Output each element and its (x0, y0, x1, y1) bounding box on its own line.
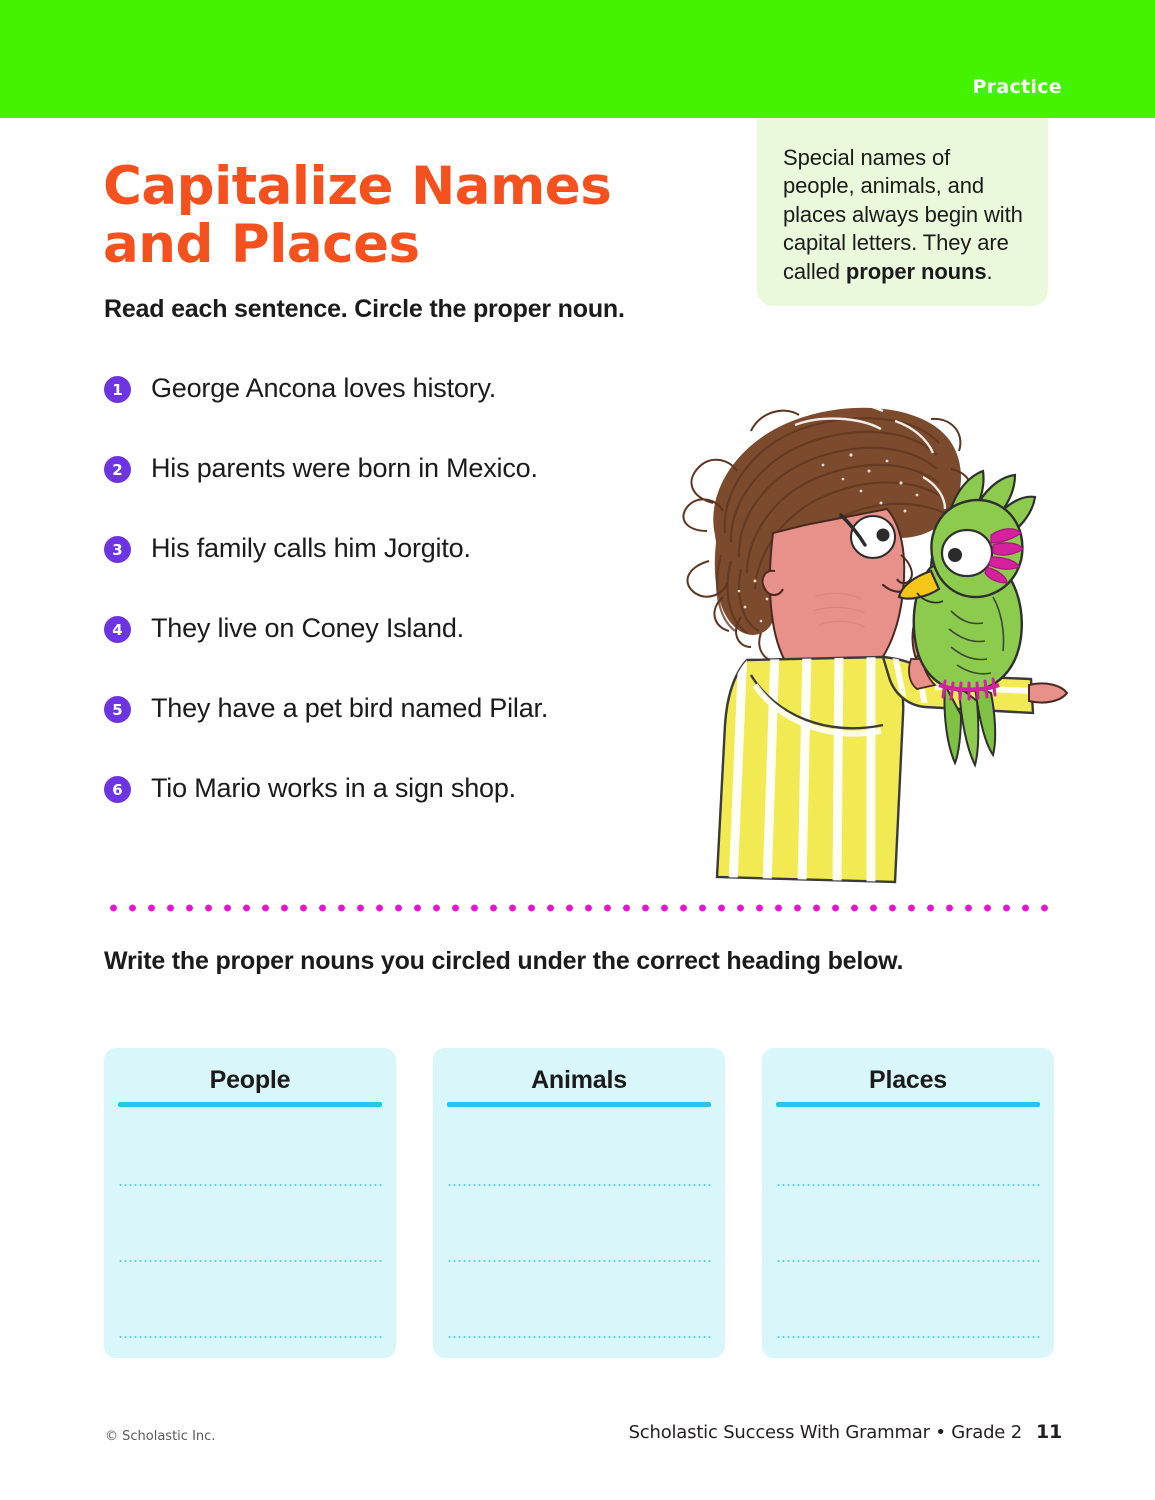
list-item[interactable] (104, 448, 704, 528)
answer-box-places[interactable] (762, 1048, 1054, 1358)
tip-box (757, 118, 1048, 306)
answer-box-heading: Animals (531, 1066, 627, 1094)
item-sentence[interactable]: George Ancona loves history. (151, 373, 497, 403)
write-line[interactable] (447, 1184, 711, 1186)
item-number-badge: 2 (104, 456, 131, 483)
item-number-badge: 3 (104, 536, 131, 563)
answer-boxes (104, 1048, 1054, 1358)
item-sentence[interactable]: Tio Mario works in a sign shop. (151, 773, 516, 803)
illustration-boy-with-parrot (655, 385, 1075, 890)
write-line[interactable] (776, 1260, 1040, 1262)
heading-rule (447, 1102, 711, 1107)
tip-text-tail: . (986, 258, 993, 284)
header-band (0, 0, 1155, 118)
list-item[interactable] (104, 368, 704, 448)
write-line[interactable] (447, 1260, 711, 1262)
item-number-badge: 4 (104, 616, 131, 643)
item-sentence[interactable]: They have a pet bird named Pilar. (151, 693, 549, 723)
tip-bold-term: proper nouns (845, 258, 987, 284)
write-line[interactable] (447, 1336, 711, 1338)
write-line[interactable] (776, 1184, 1040, 1186)
write-line[interactable] (118, 1336, 382, 1338)
page-number: 11 (1035, 1421, 1062, 1443)
item-number-badge: 6 (104, 776, 131, 803)
item-sentence[interactable]: They live on Coney Island. (151, 613, 464, 643)
list-item[interactable] (104, 528, 704, 608)
list-item[interactable] (104, 608, 704, 688)
footer-right (629, 1421, 1062, 1443)
list-item[interactable] (104, 688, 704, 768)
tip-text-lead: Special names of people, animals, and places always begin with capital letters. They are called (783, 145, 1023, 284)
heading-rule (118, 1102, 382, 1107)
heading-rule (776, 1102, 1040, 1107)
dotted-divider (104, 903, 1054, 913)
write-line[interactable] (776, 1336, 1040, 1338)
exercise-list (104, 368, 704, 848)
answer-box-people[interactable] (104, 1048, 396, 1358)
write-line[interactable] (118, 1184, 382, 1186)
list-item[interactable] (104, 768, 704, 848)
tip-box-text (783, 144, 1026, 286)
item-number-badge: 1 (104, 376, 131, 403)
item-sentence[interactable]: His family calls him Jorgito. (151, 533, 471, 563)
practice-label: Practice (972, 76, 1062, 98)
page-title: Capitalize Names and Places (103, 156, 612, 275)
copyright-notice: © Scholastic Inc. (105, 1429, 216, 1444)
answer-box-animals[interactable] (433, 1048, 725, 1358)
write-line[interactable] (118, 1260, 382, 1262)
instruction-bottom: Write the proper nouns you circled under the correct heading below. (104, 947, 904, 975)
book-title: Scholastic Success With Grammar • Grade 2 (628, 1422, 1022, 1443)
answer-box-heading: Places (868, 1066, 948, 1094)
answer-box-heading: People (209, 1066, 291, 1094)
item-sentence[interactable]: His parents were born in Mexico. (151, 453, 538, 483)
instruction-top: Read each sentence. Circle the proper noun. (104, 295, 625, 323)
item-number-badge: 5 (104, 696, 131, 723)
